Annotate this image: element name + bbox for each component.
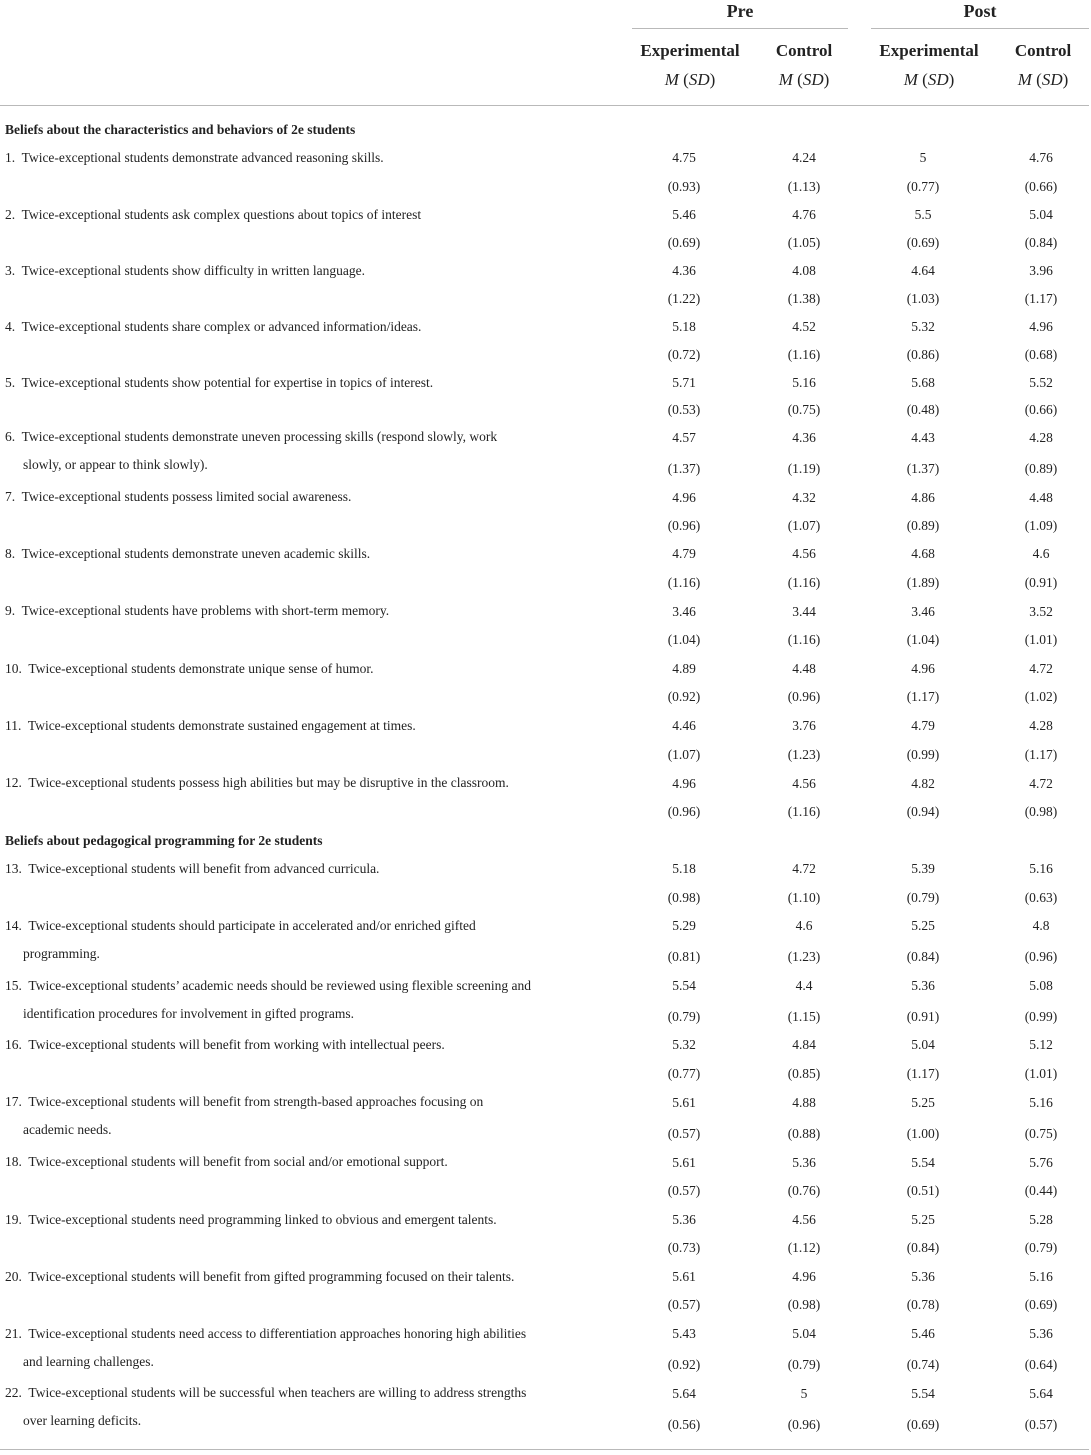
sd-post-control: (0.66) <box>1024 179 1058 194</box>
sd-pre-control: (0.75) <box>787 402 821 417</box>
sd-pre-control: (0.76) <box>787 1183 821 1198</box>
mean-post-experimental: 5.36 <box>911 1269 935 1284</box>
sd-pre-experimental: (0.73) <box>667 1240 701 1255</box>
mean-post-control: 4.72 <box>1029 776 1053 791</box>
item-text: Twice-exceptional students will be successful when teachers are willing to address strengths <box>28 1385 527 1400</box>
item-text: Twice-exceptional students need access to differentiation approaches honoring high abilities <box>28 1326 527 1341</box>
sd-post-experimental: (1.03) <box>906 291 940 306</box>
item-row <box>5 540 625 568</box>
item-row <box>5 1379 625 1435</box>
item-text: Twice-exceptional students show potential for expertise in topics of interest. <box>21 375 434 390</box>
item-text: Twice-exceptional students will benefit from advanced curricula. <box>28 861 380 876</box>
sd-post-experimental: (0.74) <box>906 1357 940 1372</box>
item-row <box>5 313 625 341</box>
mean-pre-experimental: 5.61 <box>672 1095 696 1110</box>
sd-post-control: (1.01) <box>1024 1066 1058 1081</box>
mean-post-control: 4.48 <box>1029 490 1053 505</box>
sd-post-control: (0.91) <box>1024 575 1058 590</box>
sd-pre-control: (1.12) <box>787 1240 821 1255</box>
sd-post-control: (0.44) <box>1024 1183 1058 1198</box>
sd-pre-control: (1.16) <box>787 632 821 647</box>
item-number: 6. <box>5 429 16 444</box>
mean-post-experimental: 4.43 <box>911 430 935 445</box>
mean-pre-control: 4.88 <box>792 1095 816 1110</box>
sd-post-control: (0.96) <box>1024 949 1058 964</box>
sd-pre-control: (0.79) <box>787 1357 821 1372</box>
mean-post-experimental: 4.64 <box>911 263 935 278</box>
sd-pre-control: (1.13) <box>787 179 821 194</box>
item-row <box>5 423 625 479</box>
mean-post-control: 4.72 <box>1029 661 1053 676</box>
sd-pre-experimental: (0.77) <box>667 1066 701 1081</box>
mean-post-experimental: 5.04 <box>911 1037 935 1052</box>
mean-pre-experimental: 4.79 <box>672 546 696 561</box>
sd-pre-experimental: (1.16) <box>667 575 701 590</box>
mean-post-experimental: 5.54 <box>911 1155 935 1170</box>
item-text: Twice-exceptional students should participate in accelerated and/or enriched gifted <box>28 918 476 933</box>
sd-pre-experimental: (0.81) <box>667 949 701 964</box>
sd-pre-experimental: (0.93) <box>667 179 701 194</box>
sd-pre-control: (0.88) <box>787 1126 821 1141</box>
sd-post-experimental: (1.37) <box>906 461 940 476</box>
sd-pre-control: (1.10) <box>787 890 821 905</box>
sd-post-experimental: (0.78) <box>906 1297 940 1312</box>
section-heading-pedagogical: Beliefs about pedagogical programming for 2e students <box>5 833 323 848</box>
mean-post-control: 5.76 <box>1029 1155 1053 1170</box>
sd-post-experimental: (0.79) <box>906 890 940 905</box>
sd-pre-experimental: (0.69) <box>667 235 701 250</box>
sd-pre-experimental: (0.57) <box>667 1126 701 1141</box>
mean-pre-experimental: 4.36 <box>672 263 696 278</box>
item-text-continued: programming. <box>23 946 100 961</box>
item-text: Twice-exceptional students demonstrate uneven academic skills. <box>21 546 371 561</box>
group-header-pre: Pre <box>726 1 754 21</box>
sd-pre-experimental: (0.53) <box>667 402 701 417</box>
sd-pre-experimental: (1.04) <box>667 632 701 647</box>
mean-post-control: 5.52 <box>1029 375 1053 390</box>
sd-post-control: (0.69) <box>1024 1297 1058 1312</box>
sd-pre-control: (1.16) <box>787 347 821 362</box>
item-row <box>5 855 625 883</box>
mean-post-experimental: 5 <box>919 150 927 165</box>
sd-post-control: (1.01) <box>1024 632 1058 647</box>
col-header-pre-control <box>758 36 850 94</box>
item-row <box>5 257 625 285</box>
sd-post-experimental: (0.99) <box>906 747 940 762</box>
sd-post-experimental: (1.17) <box>906 689 940 704</box>
sd-pre-control: (0.98) <box>787 1297 821 1312</box>
sd-pre-control: (1.16) <box>787 804 821 819</box>
item-number: 5. <box>5 375 16 390</box>
sd-pre-control: (1.15) <box>787 1009 821 1024</box>
sd-post-control: (0.98) <box>1024 804 1058 819</box>
sd-post-experimental: (0.91) <box>906 1009 940 1024</box>
item-text: Twice-exceptional students’ academic needs should be reviewed using flexible screening and <box>28 978 532 993</box>
mean-post-control: 3.52 <box>1029 604 1053 619</box>
sd-pre-experimental: (0.92) <box>667 689 701 704</box>
item-text: Twice-exceptional students need programming linked to obvious and emergent talents. <box>28 1212 497 1227</box>
mean-pre-experimental: 5.29 <box>672 918 696 933</box>
item-text: Twice-exceptional students demonstrate unique sense of humor. <box>28 661 374 676</box>
mean-post-control: 4.8 <box>1032 918 1050 933</box>
mean-post-experimental: 5.39 <box>911 861 935 876</box>
mean-pre-control: 4.56 <box>792 776 816 791</box>
mean-post-control: 5.36 <box>1029 1326 1053 1341</box>
mean-pre-control: 4.56 <box>792 546 816 561</box>
col-header-stat: M (SD) <box>1017 70 1069 89</box>
mean-pre-control: 4.32 <box>792 490 816 505</box>
sd-pre-experimental: (0.79) <box>667 1009 701 1024</box>
sd-pre-control: (1.07) <box>787 518 821 533</box>
sd-post-control: (0.63) <box>1024 890 1058 905</box>
item-row <box>5 144 625 172</box>
item-number: 19. <box>5 1212 22 1227</box>
sd-post-control: (1.17) <box>1024 291 1058 306</box>
sd-pre-control: (0.96) <box>787 689 821 704</box>
group-rule-post <box>871 28 1089 29</box>
sd-pre-experimental: (1.37) <box>667 461 701 476</box>
sd-post-control: (1.17) <box>1024 747 1058 762</box>
mean-post-control: 5.16 <box>1029 1095 1053 1110</box>
sd-pre-experimental: (0.56) <box>667 1417 701 1432</box>
sd-post-control: (1.09) <box>1024 518 1058 533</box>
mean-pre-control: 4.76 <box>792 207 816 222</box>
col-header-stat: M (SD) <box>778 70 830 89</box>
item-number: 16. <box>5 1037 22 1052</box>
mean-pre-experimental: 5.61 <box>672 1155 696 1170</box>
mean-pre-control: 4.72 <box>792 861 816 876</box>
sd-post-experimental: (0.48) <box>906 402 940 417</box>
mean-pre-experimental: 5.61 <box>672 1269 696 1284</box>
mean-pre-control: 4.84 <box>792 1037 816 1052</box>
mean-post-experimental: 4.68 <box>911 546 935 561</box>
col-header-post-experimental <box>868 36 990 94</box>
sd-post-experimental: (0.69) <box>906 235 940 250</box>
col-header-stat: M (SD) <box>664 70 716 89</box>
section-heading-characteristics: Beliefs about the characteristics and behaviors of 2e students <box>5 122 356 137</box>
mean-pre-experimental: 4.46 <box>672 718 696 733</box>
mean-post-control: 4.28 <box>1029 430 1053 445</box>
group-rule-pre <box>632 28 848 29</box>
item-number: 8. <box>5 546 16 561</box>
sd-post-control: (0.66) <box>1024 402 1058 417</box>
mean-pre-control: 4.24 <box>792 150 816 165</box>
sd-pre-experimental: (0.92) <box>667 1357 701 1372</box>
item-number: 13. <box>5 861 22 876</box>
sd-post-experimental: (0.84) <box>906 1240 940 1255</box>
sd-post-control: (1.02) <box>1024 689 1058 704</box>
mean-pre-control: 4.36 <box>792 430 816 445</box>
sd-pre-experimental: (0.96) <box>667 518 701 533</box>
mean-post-experimental: 5.5 <box>914 207 932 222</box>
item-text: Twice-exceptional students have problems with short-term memory. <box>21 603 390 618</box>
item-row <box>5 712 625 740</box>
sd-pre-control: (1.05) <box>787 235 821 250</box>
sd-post-experimental: (0.77) <box>906 179 940 194</box>
sd-post-experimental: (0.51) <box>906 1183 940 1198</box>
mean-pre-control: 4.56 <box>792 1212 816 1227</box>
sd-pre-experimental: (1.22) <box>667 291 701 306</box>
mean-pre-experimental: 4.75 <box>672 150 696 165</box>
item-row <box>5 1088 625 1144</box>
mean-pre-experimental: 5.54 <box>672 978 696 993</box>
sd-post-experimental: (1.00) <box>906 1126 940 1141</box>
sd-post-experimental: (1.89) <box>906 575 940 590</box>
item-text: Twice-exceptional students ask complex questions about topics of interest <box>21 207 422 222</box>
item-text: Twice-exceptional students will benefit from social and/or emotional support. <box>28 1154 448 1169</box>
item-row <box>5 769 625 797</box>
mean-pre-experimental: 4.89 <box>672 661 696 676</box>
item-row <box>5 369 625 397</box>
mean-post-experimental: 5.32 <box>911 319 935 334</box>
sd-pre-control: (0.85) <box>787 1066 821 1081</box>
item-text: Twice-exceptional students possess high abilities but may be disruptive in the classroom. <box>28 775 509 790</box>
sd-pre-control: (1.19) <box>787 461 821 476</box>
col-header-name: Control <box>1014 41 1072 60</box>
item-row <box>5 1320 625 1376</box>
item-number: 15. <box>5 978 22 993</box>
mean-post-experimental: 4.82 <box>911 776 935 791</box>
item-row <box>5 597 625 625</box>
col-header-stat: M (SD) <box>903 70 955 89</box>
mean-post-control: 5.64 <box>1029 1386 1053 1401</box>
mean-post-control: 5.28 <box>1029 1212 1053 1227</box>
item-text: Twice-exceptional students possess limited social awareness. <box>21 489 352 504</box>
sd-post-experimental: (0.86) <box>906 347 940 362</box>
sd-post-control: (0.89) <box>1024 461 1058 476</box>
item-row <box>5 1263 625 1291</box>
mean-pre-experimental: 5.18 <box>672 319 696 334</box>
item-text: Twice-exceptional students will benefit from gifted programming focused on their talents. <box>28 1269 515 1284</box>
item-number: 3. <box>5 263 16 278</box>
mean-post-control: 4.6 <box>1032 546 1050 561</box>
item-number: 22. <box>5 1385 22 1400</box>
sd-pre-control: (1.38) <box>787 291 821 306</box>
mean-post-experimental: 4.96 <box>911 661 935 676</box>
item-number: 18. <box>5 1154 22 1169</box>
item-number: 20. <box>5 1269 22 1284</box>
item-row <box>5 201 625 229</box>
mean-pre-experimental: 5.71 <box>672 375 696 390</box>
mean-post-experimental: 5.25 <box>911 1212 935 1227</box>
item-number: 7. <box>5 489 16 504</box>
item-number: 2. <box>5 207 16 222</box>
mean-post-experimental: 3.46 <box>911 604 935 619</box>
sd-pre-control: (1.16) <box>787 575 821 590</box>
mean-pre-experimental: 4.96 <box>672 776 696 791</box>
sd-post-experimental: (0.89) <box>906 518 940 533</box>
sd-pre-experimental: (0.96) <box>667 804 701 819</box>
mean-pre-experimental: 4.96 <box>672 490 696 505</box>
item-text: Twice-exceptional students share complex or advanced information/ideas. <box>21 319 422 334</box>
mean-post-experimental: 4.79 <box>911 718 935 733</box>
mean-post-experimental: 5.25 <box>911 918 935 933</box>
item-text-continued: over learning deficits. <box>23 1413 142 1428</box>
mean-post-control: 4.96 <box>1029 319 1053 334</box>
item-row <box>5 912 625 968</box>
sd-post-control: (0.75) <box>1024 1126 1058 1141</box>
sd-post-experimental: (1.17) <box>906 1066 940 1081</box>
mean-post-control: 4.76 <box>1029 150 1053 165</box>
mean-pre-control: 5.16 <box>792 375 816 390</box>
item-number: 17. <box>5 1094 22 1109</box>
mean-post-experimental: 5.68 <box>911 375 935 390</box>
item-text: Twice-exceptional students demonstrate sustained engagement at times. <box>27 718 416 733</box>
item-text-continued: and learning challenges. <box>23 1354 154 1369</box>
mean-pre-control: 5.36 <box>792 1155 816 1170</box>
mean-pre-experimental: 3.46 <box>672 604 696 619</box>
col-header-pre-experimental <box>630 36 750 94</box>
mean-pre-control: 3.44 <box>792 604 816 619</box>
mean-pre-control: 4.96 <box>792 1269 816 1284</box>
item-text: Twice-exceptional students show difficulty in written language. <box>21 263 365 278</box>
sd-post-control: (0.99) <box>1024 1009 1058 1024</box>
mean-pre-experimental: 5.64 <box>672 1386 696 1401</box>
mean-post-control: 5.04 <box>1029 207 1053 222</box>
mean-pre-control: 4.4 <box>795 978 813 993</box>
sd-post-control: (0.84) <box>1024 235 1058 250</box>
group-header-post: Post <box>963 1 997 21</box>
mean-post-control: 5.16 <box>1029 861 1053 876</box>
item-row <box>5 655 625 683</box>
item-text: Twice-exceptional students demonstrate uneven processing skills (respond slowly, work <box>21 429 498 444</box>
sd-pre-experimental: (0.57) <box>667 1183 701 1198</box>
sd-pre-experimental: (1.07) <box>667 747 701 762</box>
mean-post-experimental: 5.25 <box>911 1095 935 1110</box>
mean-pre-experimental: 5.32 <box>672 1037 696 1052</box>
mean-post-control: 5.08 <box>1029 978 1053 993</box>
table-bottom-rule <box>0 1449 1089 1450</box>
mean-pre-control: 4.52 <box>792 319 816 334</box>
sd-pre-control: (0.96) <box>787 1417 821 1432</box>
item-row <box>5 972 625 1028</box>
item-number: 14. <box>5 918 22 933</box>
item-number: 21. <box>5 1326 22 1341</box>
mean-post-experimental: 5.36 <box>911 978 935 993</box>
item-text-continued: academic needs. <box>23 1122 112 1137</box>
mean-pre-experimental: 5.43 <box>672 1326 696 1341</box>
mean-post-control: 5.16 <box>1029 1269 1053 1284</box>
mean-pre-control: 4.6 <box>795 918 813 933</box>
header-divider <box>0 105 1089 106</box>
item-row <box>5 483 625 511</box>
item-row <box>5 1206 625 1234</box>
item-text-continued: slowly, or appear to think slowly). <box>23 457 208 472</box>
item-number: 10. <box>5 661 22 676</box>
item-text: Twice-exceptional students will benefit from working with intellectual peers. <box>28 1037 445 1052</box>
sd-post-control: (0.79) <box>1024 1240 1058 1255</box>
mean-post-control: 5.12 <box>1029 1037 1053 1052</box>
sd-pre-experimental: (0.72) <box>667 347 701 362</box>
sd-pre-control: (1.23) <box>787 949 821 964</box>
mean-pre-experimental: 4.57 <box>672 430 696 445</box>
mean-pre-experimental: 5.36 <box>672 1212 696 1227</box>
sd-post-experimental: (0.94) <box>906 804 940 819</box>
item-number: 1. <box>5 150 16 165</box>
item-number: 9. <box>5 603 16 618</box>
sd-pre-experimental: (0.98) <box>667 890 701 905</box>
mean-post-experimental: 4.86 <box>911 490 935 505</box>
item-number: 11. <box>5 718 22 733</box>
sd-post-experimental: (0.69) <box>906 1417 940 1432</box>
item-text: Twice-exceptional students demonstrate advanced reasoning skills. <box>21 150 384 165</box>
sd-post-control: (0.57) <box>1024 1417 1058 1432</box>
mean-post-control: 4.28 <box>1029 718 1053 733</box>
item-row <box>5 1148 625 1176</box>
mean-pre-control: 5 <box>800 1386 808 1401</box>
item-text-continued: identification procedures for involvement in gifted programs. <box>23 1006 355 1021</box>
mean-pre-control: 4.48 <box>792 661 816 676</box>
col-header-name: Control <box>775 41 833 60</box>
mean-pre-control: 4.08 <box>792 263 816 278</box>
mean-post-experimental: 5.46 <box>911 1326 935 1341</box>
sd-post-control: (0.64) <box>1024 1357 1058 1372</box>
mean-pre-experimental: 5.46 <box>672 207 696 222</box>
item-row <box>5 1031 625 1059</box>
mean-pre-control: 5.04 <box>792 1326 816 1341</box>
mean-post-experimental: 5.54 <box>911 1386 935 1401</box>
mean-pre-experimental: 5.18 <box>672 861 696 876</box>
item-text: Twice-exceptional students will benefit from strength-based approaches focusing on <box>28 1094 484 1109</box>
col-header-name: Experimental <box>879 41 979 60</box>
sd-pre-experimental: (0.57) <box>667 1297 701 1312</box>
sd-post-control: (0.68) <box>1024 347 1058 362</box>
sd-post-experimental: (0.84) <box>906 949 940 964</box>
col-header-name: Experimental <box>640 41 740 60</box>
item-number: 4. <box>5 319 16 334</box>
mean-post-control: 3.96 <box>1029 263 1053 278</box>
mean-pre-control: 3.76 <box>792 718 816 733</box>
sd-pre-control: (1.23) <box>787 747 821 762</box>
item-number: 12. <box>5 775 22 790</box>
sd-post-experimental: (1.04) <box>906 632 940 647</box>
col-header-post-control <box>998 36 1088 94</box>
